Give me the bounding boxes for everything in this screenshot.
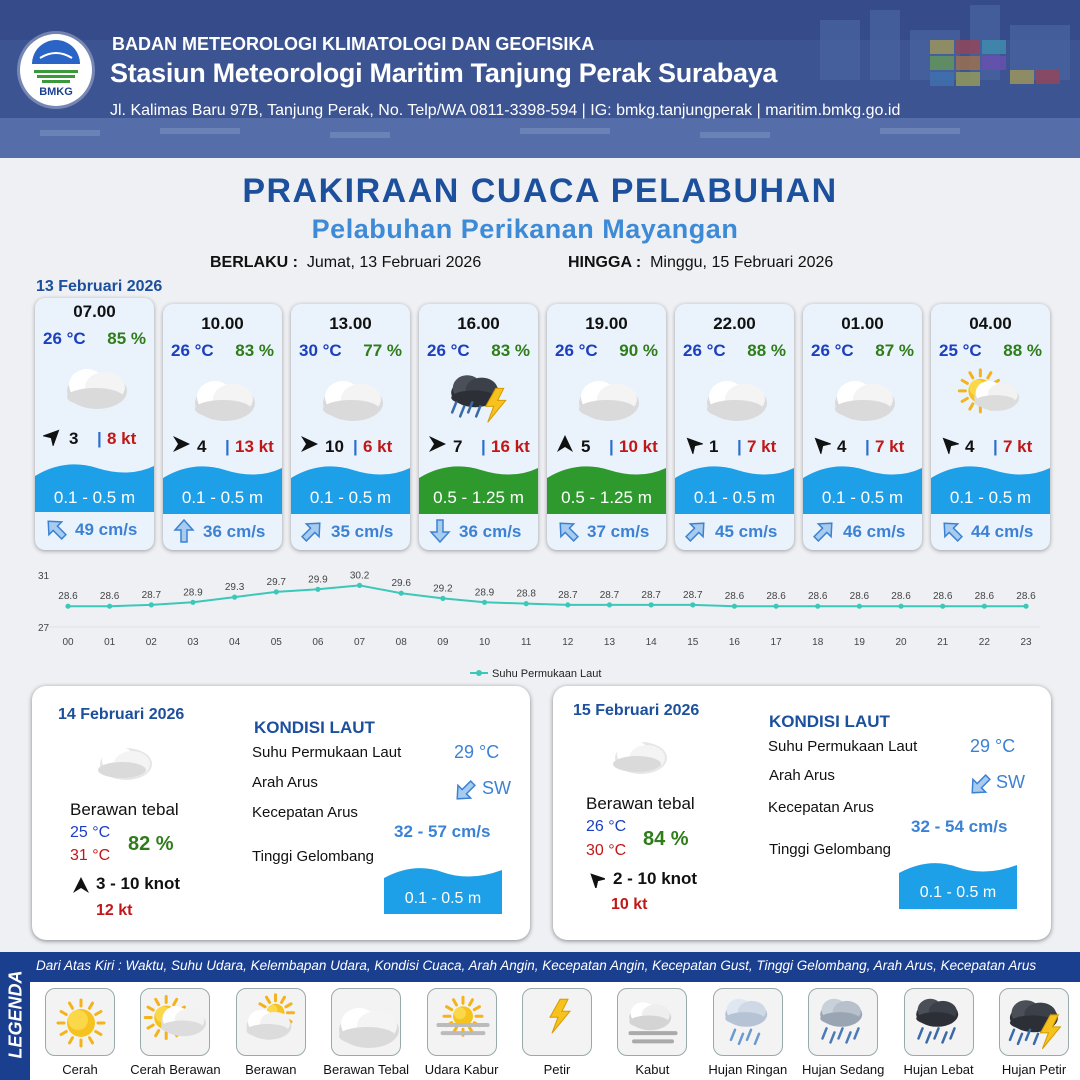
card-wind-speed: 10 bbox=[325, 437, 344, 456]
day3-dir: SW bbox=[996, 772, 1025, 792]
hujan-ringan-icon bbox=[713, 988, 783, 1056]
valid-from-label: BERLAKU : bbox=[210, 254, 298, 271]
legend-label: Berawan Tebal bbox=[323, 1062, 410, 1077]
current-arrow-icon bbox=[427, 518, 453, 544]
card-gust: 7 kt bbox=[747, 437, 777, 456]
data-label: 28.6 bbox=[849, 591, 870, 603]
card-time: 01.00 bbox=[841, 314, 884, 333]
data-label: 29.6 bbox=[391, 578, 411, 590]
data-label: 29.2 bbox=[433, 583, 453, 595]
day2-current-arrow-icon bbox=[452, 778, 478, 804]
bmkg-logo bbox=[20, 34, 92, 106]
x-tick-label: 08 bbox=[395, 637, 407, 648]
day3-temp-max: 30 °C bbox=[586, 842, 627, 859]
x-tick-label: 20 bbox=[895, 637, 907, 648]
card-current-speed: 37 cm/s bbox=[587, 522, 650, 541]
x-tick-label: 23 bbox=[1020, 637, 1032, 648]
card-gust: 6 kt bbox=[363, 437, 393, 456]
legend-label: Hujan Ringan bbox=[708, 1062, 788, 1077]
card-temp: 26 °C bbox=[683, 341, 726, 360]
x-tick-label: 06 bbox=[312, 637, 324, 648]
berawan-tebal-icon bbox=[185, 364, 261, 428]
data-point bbox=[399, 591, 404, 596]
card-temp: 26 °C bbox=[811, 341, 854, 360]
day2-temp-max: 31 °C bbox=[70, 847, 111, 864]
forecast-card bbox=[547, 304, 666, 550]
current-arrow-icon bbox=[683, 518, 709, 544]
data-point bbox=[940, 604, 945, 609]
cerah-berawan-icon bbox=[953, 364, 1029, 428]
forecast-card bbox=[35, 298, 154, 550]
legend-label: Kabut bbox=[635, 1062, 670, 1077]
x-tick-label: 05 bbox=[270, 637, 282, 648]
hujan-petir-icon bbox=[441, 364, 517, 428]
card-wind-speed: 4 bbox=[837, 437, 847, 456]
data-label: 28.8 bbox=[516, 588, 536, 600]
forecast-card bbox=[163, 304, 282, 550]
data-label: 28.7 bbox=[683, 589, 703, 601]
day3-current-speed: 32 - 54 cm/s bbox=[911, 817, 1008, 836]
y-tick-label: 31 bbox=[38, 571, 50, 582]
day3-temp-min: 26 °C bbox=[586, 818, 627, 835]
day3-condition: Berawan tebal bbox=[586, 794, 695, 813]
card-time: 22.00 bbox=[713, 314, 756, 333]
card-current-speed: 35 cm/s bbox=[331, 522, 394, 541]
day2-wave: 0.1 - 0.5 m bbox=[404, 890, 482, 907]
page-title: PRAKIRAAN CUACA PELABUHAN bbox=[242, 172, 838, 210]
card-separator: | bbox=[609, 437, 614, 456]
day2-temp-min: 25 °C bbox=[70, 824, 111, 841]
valid-to bbox=[568, 254, 833, 272]
card-time: 16.00 bbox=[457, 314, 500, 333]
card-separator: | bbox=[737, 437, 742, 456]
x-tick-label: 03 bbox=[187, 637, 199, 648]
card-humidity: 87 % bbox=[875, 341, 914, 360]
logo-text: BMKG bbox=[39, 86, 73, 98]
sst-line bbox=[68, 585, 1026, 606]
berawan-icon bbox=[236, 988, 306, 1056]
x-tick-label: 15 bbox=[687, 637, 699, 648]
day2-current-speed: 32 - 57 cm/s bbox=[394, 822, 491, 841]
org-name: BADAN METEOROLOGI KLIMATOLOGI DAN GEOFISIKA bbox=[112, 34, 595, 54]
legend-entry: Suhu Permukaan Laut bbox=[492, 668, 602, 680]
card-separator: | bbox=[353, 437, 358, 456]
day2-wind-arrow-icon bbox=[72, 876, 90, 894]
current-arrow-icon bbox=[555, 518, 581, 544]
header-banner bbox=[0, 0, 1080, 158]
berawan-tebal-icon bbox=[331, 988, 401, 1056]
x-tick-label: 07 bbox=[354, 637, 366, 648]
x-tick-label: 19 bbox=[853, 637, 865, 648]
data-label: 28.7 bbox=[641, 589, 661, 601]
x-tick-label: 13 bbox=[603, 637, 616, 648]
card-wind-speed: 5 bbox=[581, 437, 591, 456]
hujan-sedang-icon bbox=[808, 988, 878, 1056]
data-label: 29.7 bbox=[266, 576, 286, 588]
day3-wind: 2 - 10 knot bbox=[613, 869, 698, 888]
card-humidity: 77 % bbox=[363, 341, 402, 360]
card-gust: 13 kt bbox=[235, 437, 274, 456]
valid-to-value: Minggu, 15 Februari 2026 bbox=[650, 254, 834, 271]
data-point bbox=[649, 602, 654, 607]
berawan-tebal-icon bbox=[569, 364, 645, 428]
card-gust: 7 kt bbox=[875, 437, 905, 456]
bmkg-logo-mark bbox=[20, 34, 92, 86]
data-point bbox=[232, 595, 237, 600]
data-point bbox=[190, 600, 195, 605]
forecast-card bbox=[803, 304, 922, 550]
hujan-lebat-icon bbox=[904, 988, 974, 1056]
x-tick-label: 04 bbox=[229, 637, 241, 648]
day2-dir-label: Arah Arus bbox=[252, 774, 318, 791]
day2-wave-label: Tinggi Gelombang bbox=[252, 848, 375, 865]
data-point bbox=[274, 589, 279, 594]
wind-arrow-icon bbox=[171, 434, 191, 454]
day3-gust: 10 kt bbox=[611, 896, 648, 913]
legend-label: Hujan Petir bbox=[1001, 1062, 1067, 1077]
card-temp: 26 °C bbox=[555, 341, 598, 360]
x-tick-label: 10 bbox=[478, 637, 491, 648]
wind-arrow-icon bbox=[43, 426, 63, 446]
day1-date: 13 Februari 2026 bbox=[36, 278, 163, 295]
berawan-tebal-icon bbox=[57, 352, 133, 416]
data-point bbox=[482, 600, 487, 605]
legend-side bbox=[0, 952, 30, 1080]
day3-humidity: 84 % bbox=[643, 828, 689, 850]
data-point bbox=[440, 596, 445, 601]
day3-sst: 29 °C bbox=[970, 736, 1016, 756]
data-label: 28.6 bbox=[99, 591, 120, 603]
card-wave-height: 0.1 - 0.5 m bbox=[309, 488, 392, 507]
card-gust: 10 kt bbox=[619, 437, 658, 456]
legend-label: Cerah bbox=[62, 1062, 98, 1077]
legend-label: Cerah Berawan bbox=[130, 1062, 221, 1077]
card-separator: | bbox=[993, 437, 998, 456]
legend-label: Petir bbox=[543, 1062, 571, 1077]
wind-arrow-icon bbox=[555, 434, 575, 454]
day3-berawan-tebal-icon bbox=[607, 732, 669, 778]
day3-date: 15 Februari 2026 bbox=[573, 702, 700, 719]
udara-kabur-icon bbox=[427, 988, 497, 1056]
x-tick-label: 01 bbox=[104, 637, 116, 648]
data-label: 29.9 bbox=[308, 574, 328, 586]
data-point bbox=[524, 601, 529, 606]
day2-wind: 3 - 10 knot bbox=[96, 874, 181, 893]
card-separator: | bbox=[225, 437, 230, 456]
data-point bbox=[357, 583, 362, 588]
card-time: 04.00 bbox=[969, 314, 1012, 333]
data-label: 28.6 bbox=[974, 591, 995, 603]
card-humidity: 85 % bbox=[107, 329, 146, 348]
card-wind-speed: 3 bbox=[69, 429, 79, 448]
petir-icon bbox=[522, 988, 592, 1056]
x-tick-label: 17 bbox=[770, 637, 782, 648]
card-separator: | bbox=[97, 429, 102, 448]
legend-label: Udara Kabur bbox=[424, 1062, 499, 1077]
card-wave-height: 0.5 - 1.25 m bbox=[433, 488, 524, 507]
data-label: 28.7 bbox=[599, 589, 620, 601]
data-label: 28.6 bbox=[808, 591, 828, 603]
wind-arrow-icon bbox=[427, 434, 447, 454]
forecast-card bbox=[291, 304, 410, 550]
data-label: 28.7 bbox=[558, 589, 578, 601]
data-point bbox=[773, 604, 778, 609]
wind-arrow-icon bbox=[939, 434, 959, 454]
data-point bbox=[815, 604, 820, 609]
x-tick-label: 18 bbox=[812, 637, 824, 648]
current-arrow-icon bbox=[171, 518, 197, 544]
hujan-petir-icon bbox=[999, 988, 1069, 1056]
day2-sst-label: Suhu Permukaan Laut bbox=[252, 744, 402, 761]
data-label: 28.6 bbox=[724, 591, 745, 603]
card-current-speed: 49 cm/s bbox=[75, 520, 138, 539]
card-gust: 16 kt bbox=[491, 437, 530, 456]
page-subtitle: Pelabuhan Perikanan Mayangan bbox=[311, 214, 739, 244]
day2-humidity: 82 % bbox=[128, 833, 174, 855]
station-address: Jl. Kalimas Baru 97B, Tanjung Perak, No. Telp/WA 0811-3398-594 | IG: bmkg.tanjungperak | maritim.bmkg.go.id bbox=[110, 102, 901, 119]
card-humidity: 83 % bbox=[235, 341, 274, 360]
cerah-berawan-icon bbox=[140, 988, 210, 1056]
y-tick-label: 27 bbox=[38, 623, 50, 634]
data-point bbox=[690, 602, 695, 607]
valid-from-value: Jumat, 13 Februari 2026 bbox=[306, 254, 482, 271]
valid-to-label: HINGGA : bbox=[568, 254, 642, 271]
card-humidity: 83 % bbox=[491, 341, 530, 360]
day3-sea-title: KONDISI LAUT bbox=[769, 712, 890, 731]
card-separator: | bbox=[865, 437, 870, 456]
wind-arrow-icon bbox=[683, 434, 703, 454]
data-point bbox=[565, 602, 570, 607]
day2-date: 14 Februari 2026 bbox=[58, 706, 185, 723]
day2-gust: 12 kt bbox=[96, 902, 133, 919]
data-point bbox=[607, 602, 612, 607]
data-point bbox=[65, 604, 70, 609]
data-point bbox=[898, 604, 903, 609]
station-name: Stasiun Meteorologi Maritim Tanjung Perak Surabaya bbox=[110, 58, 778, 88]
data-point bbox=[982, 604, 987, 609]
card-wind-speed: 4 bbox=[197, 437, 207, 456]
x-tick-label: 11 bbox=[520, 637, 532, 648]
data-label: 28.9 bbox=[474, 587, 495, 599]
card-wind-speed: 4 bbox=[965, 437, 975, 456]
card-temp: 26 °C bbox=[427, 341, 470, 360]
day2-berawan-tebal-icon bbox=[92, 738, 154, 784]
kabut-icon bbox=[617, 988, 687, 1056]
card-time: 13.00 bbox=[329, 314, 372, 333]
card-humidity: 88 % bbox=[747, 341, 786, 360]
data-point bbox=[732, 604, 737, 609]
card-wave-height: 0.1 - 0.5 m bbox=[181, 488, 264, 507]
data-label: 28.6 bbox=[932, 591, 953, 603]
x-tick-label: 09 bbox=[437, 637, 449, 648]
card-wave-height: 0.5 - 1.25 m bbox=[561, 488, 652, 507]
day2-speed-label: Kecepatan Arus bbox=[252, 804, 358, 821]
day2-sea-title: KONDISI LAUT bbox=[254, 718, 375, 737]
day3-panel bbox=[553, 686, 1051, 940]
day3-wind-arrow-icon bbox=[587, 870, 605, 888]
card-wave-height: 0.1 - 0.5 m bbox=[821, 488, 904, 507]
x-tick-label: 12 bbox=[562, 637, 574, 648]
berawan-tebal-icon bbox=[697, 364, 773, 428]
sst-chart bbox=[30, 565, 1050, 685]
day3-current-arrow-icon bbox=[967, 772, 993, 798]
day3-wave: 0.1 - 0.5 m bbox=[919, 884, 997, 901]
card-current-speed: 44 cm/s bbox=[971, 522, 1034, 541]
legend-side-label: LEGENDA bbox=[5, 970, 26, 1059]
forecast-card bbox=[931, 304, 1050, 550]
current-arrow-icon bbox=[299, 518, 325, 544]
day2-dir: SW bbox=[482, 778, 511, 798]
data-point bbox=[857, 604, 862, 609]
card-temp: 25 °C bbox=[939, 341, 982, 360]
wind-arrow-icon bbox=[299, 434, 319, 454]
x-tick-label: 22 bbox=[978, 637, 990, 648]
card-gust: 7 kt bbox=[1003, 437, 1033, 456]
card-wave-height: 0.1 - 0.5 m bbox=[949, 488, 1032, 507]
data-point bbox=[1023, 604, 1028, 609]
card-current-speed: 46 cm/s bbox=[843, 522, 906, 541]
legend-description: Dari Atas Kiri : Waktu, Suhu Udara, Kelembapan Udara, Kondisi Cuaca, Arah Angin, Kecepatan Angin, Kecepatan Gust, Tinggi Gelombang, Arah Arus, Kecepatan Arus bbox=[36, 958, 1037, 973]
card-wave-height: 0.1 - 0.5 m bbox=[693, 488, 776, 507]
data-label: 30.2 bbox=[349, 570, 370, 582]
data-point bbox=[315, 587, 320, 592]
card-gust: 8 kt bbox=[107, 429, 137, 448]
card-wind-speed: 7 bbox=[453, 437, 463, 456]
day3-dir-label: Arah Arus bbox=[769, 767, 835, 784]
day3-wave-label: Tinggi Gelombang bbox=[769, 841, 892, 858]
legend-label: Hujan Lebat bbox=[903, 1062, 974, 1077]
x-tick-label: 16 bbox=[728, 637, 740, 648]
valid-from bbox=[210, 254, 481, 272]
berawan-tebal-icon bbox=[825, 364, 901, 428]
data-label: 28.7 bbox=[141, 589, 162, 601]
day2-panel bbox=[32, 686, 530, 940]
x-tick-label: 14 bbox=[645, 637, 657, 648]
day3-speed-label: Kecepatan Arus bbox=[768, 799, 874, 816]
day3-sst-label: Suhu Permukaan Laut bbox=[768, 738, 918, 755]
x-tick-label: 21 bbox=[937, 637, 949, 648]
cerah-icon bbox=[45, 988, 115, 1056]
card-current-speed: 36 cm/s bbox=[459, 522, 522, 541]
data-label: 28.9 bbox=[183, 587, 203, 599]
data-label: 29.3 bbox=[224, 582, 245, 594]
day2-condition: Berawan tebal bbox=[70, 800, 179, 819]
card-time: 19.00 bbox=[585, 314, 628, 333]
current-arrow-icon bbox=[43, 516, 69, 542]
legend-label: Berawan bbox=[245, 1062, 297, 1077]
card-humidity: 88 % bbox=[1003, 341, 1042, 360]
forecast-card bbox=[419, 304, 538, 550]
card-wind-speed: 1 bbox=[709, 437, 719, 456]
card-wave-height: 0.1 - 0.5 m bbox=[53, 488, 136, 507]
x-tick-label: 00 bbox=[62, 637, 74, 648]
card-time: 10.00 bbox=[201, 314, 244, 333]
data-label: 28.6 bbox=[1016, 591, 1036, 603]
card-separator: | bbox=[481, 437, 486, 456]
wind-arrow-icon bbox=[811, 434, 831, 454]
card-temp: 30 °C bbox=[299, 341, 342, 360]
card-time: 07.00 bbox=[73, 302, 116, 321]
current-arrow-icon bbox=[811, 518, 837, 544]
legend-marker bbox=[476, 670, 482, 676]
card-temp: 26 °C bbox=[43, 329, 86, 348]
data-label: 28.6 bbox=[891, 591, 911, 603]
card-current-speed: 45 cm/s bbox=[715, 522, 778, 541]
data-point bbox=[149, 602, 154, 607]
data-label: 28.6 bbox=[766, 591, 786, 603]
card-temp: 26 °C bbox=[171, 341, 214, 360]
legend-label: Hujan Sedang bbox=[801, 1062, 885, 1077]
day2-sst: 29 °C bbox=[454, 742, 500, 762]
data-point bbox=[107, 604, 112, 609]
berawan-tebal-icon bbox=[313, 364, 389, 428]
data-label: 28.6 bbox=[58, 591, 78, 603]
card-current-speed: 36 cm/s bbox=[203, 522, 266, 541]
forecast-card bbox=[675, 304, 794, 550]
x-tick-label: 02 bbox=[145, 637, 157, 648]
current-arrow-icon bbox=[939, 518, 965, 544]
card-humidity: 90 % bbox=[619, 341, 658, 360]
